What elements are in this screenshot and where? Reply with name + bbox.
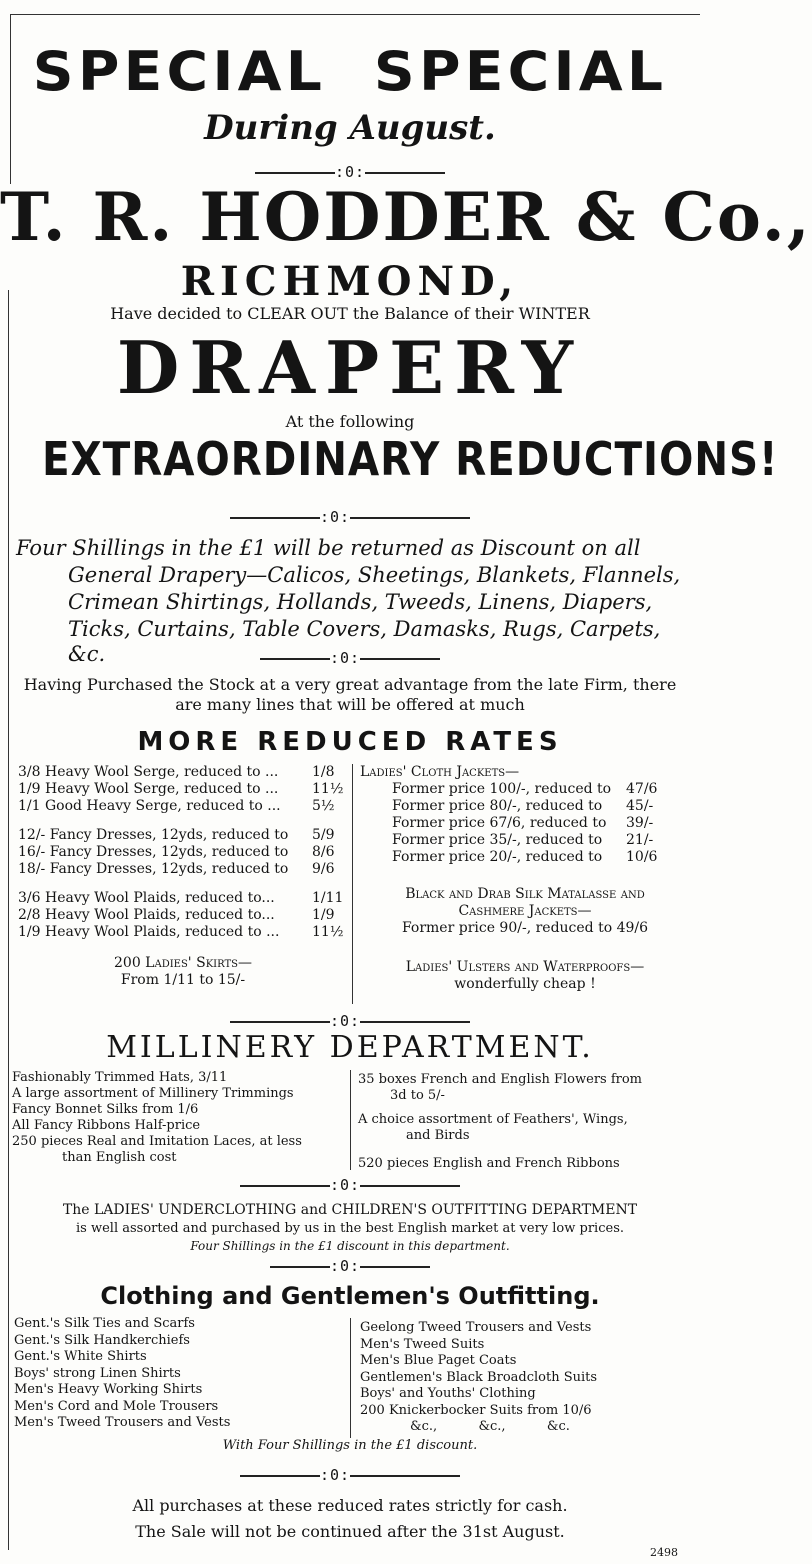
millinery-item: A choice assortment of Feathers', Wings, bbox=[358, 1112, 628, 1127]
silk-line-1: Black and Drab Silk Matalasse and bbox=[405, 886, 645, 902]
jacket-row: Former price 20/-, reduced to 10/6 bbox=[392, 849, 658, 865]
clothing-item: Gent.'s White Shirts bbox=[14, 1349, 147, 1364]
clothing-item: Boys' and Youths' Clothing bbox=[360, 1386, 536, 1401]
underclothing-line-3: Four Shillings in the £1 discount in this department. bbox=[190, 1239, 510, 1253]
underclothing-line-2: is well assorted and purchased by us in the best English market at very low prices. bbox=[76, 1221, 624, 1236]
jacket-row: Former price 100/-, reduced to 47/6 bbox=[392, 781, 658, 797]
silk-line-3: Former price 90/-, reduced to 49/6 bbox=[401, 920, 649, 936]
clothing-item: Men's Heavy Working Shirts bbox=[14, 1382, 203, 1397]
millinery-item: Fashionably Trimmed Hats, 3/11 bbox=[12, 1070, 228, 1085]
jacket-row: Former price 80/-, reduced to 45/- bbox=[392, 798, 654, 814]
column-divider-2 bbox=[350, 1070, 351, 1170]
jackets-title: Ladies' Cloth Jackets— bbox=[360, 764, 520, 780]
price-row: 3/6 Heavy Wool Plaids, reduced to... 1/11 bbox=[18, 890, 344, 906]
millinery-item: 250 pieces Real and Imitation Laces, at less bbox=[12, 1134, 302, 1149]
ulsters-line-1: Ladies' Ulsters and Waterproofs— bbox=[405, 959, 645, 975]
column-divider-3 bbox=[350, 1318, 351, 1438]
underclothing-line-1: The LADIES' UNDERCLOTHING and CHILDREN'S OUTFITTING DEPARTMENT bbox=[62, 1202, 638, 1218]
right-price-column bbox=[360, 764, 690, 993]
clothing-item: Gentlemen's Black Broadcloth Suits bbox=[360, 1369, 598, 1385]
clothing-title: Clothing and Gentlemen's Outfitting. bbox=[100, 1282, 600, 1310]
jacket-row: Former price 35/-, reduced to 21/- bbox=[392, 832, 654, 848]
price-row: 1/9 Heavy Wool Serge, reduced to ... 11½ bbox=[18, 781, 344, 797]
price-row: 18/- Fancy Dresses, 12yds, reduced to 9/6 bbox=[18, 861, 335, 877]
ad-number: 2498 bbox=[650, 1546, 678, 1559]
reductions-heading: EXTRAORDINARY REDUCTIONS! bbox=[42, 432, 779, 486]
more-reduced-rates: MORE REDUCED RATES bbox=[137, 727, 563, 757]
left-price-column bbox=[18, 764, 358, 989]
separator-5: :0: bbox=[0, 1176, 700, 1194]
cash-line: All purchases at these reduced rates strictly for cash. bbox=[132, 1496, 568, 1515]
clothing-item: Men's Cord and Mole Trousers bbox=[14, 1398, 219, 1414]
ulsters-line-2: wonderfully cheap ! bbox=[454, 976, 596, 992]
plaids-group bbox=[18, 890, 358, 941]
clothing-left bbox=[14, 1316, 344, 1432]
special-left: SPECIAL bbox=[32, 40, 327, 103]
clothing-item: &c., &c., &c. bbox=[410, 1419, 570, 1434]
clothing-item: Men's Tweed Trousers and Vests bbox=[14, 1415, 231, 1430]
jackets-list bbox=[360, 781, 690, 866]
separator-6: :0: bbox=[0, 1257, 700, 1275]
millinery-item: and Birds bbox=[406, 1128, 470, 1143]
separator-7: :0: bbox=[0, 1466, 700, 1484]
purchase-line-2: are many lines that will be offered at much bbox=[175, 695, 525, 714]
left-border-lower bbox=[8, 290, 9, 1550]
separator-3: :0: bbox=[0, 649, 700, 667]
jacket-row: Former price 67/6, reduced to 39/- bbox=[392, 815, 654, 831]
skirts-line-2: From 1/11 to 15/- bbox=[120, 972, 246, 988]
millinery-item: 35 boxes French and English Flowers from bbox=[358, 1072, 643, 1087]
clothing-item: Boys' strong Linen Shirts bbox=[14, 1365, 181, 1381]
millinery-item: All Fancy Ribbons Half-price bbox=[12, 1118, 201, 1133]
discount-line-2: General Drapery—Calicos, Sheetings, Blankets, Flannels, bbox=[68, 563, 681, 587]
skirts-line-1: 200 Ladies' Skirts— bbox=[114, 955, 252, 971]
firm-name: T. R. HODDER & Co., bbox=[0, 178, 812, 256]
purchase-line-1: Having Purchased the Stock at a very great advantage from the late Firm, there bbox=[23, 675, 677, 694]
millinery-right bbox=[358, 1072, 698, 1172]
discount-line-3: Crimean Shirtings, Hollands, Tweeds, Linens, Diapers, bbox=[68, 590, 653, 614]
price-row: 3/8 Heavy Wool Serge, reduced to ... 1/8 bbox=[18, 764, 335, 780]
millinery-title: MILLINERY DEPARTMENT. bbox=[106, 1030, 594, 1065]
discount-line-4: Ticks, Curtains, Table Covers, Damasks, Rugs, Carpets, &c. bbox=[68, 617, 661, 666]
price-row: 12/- Fancy Dresses, 12yds, reduced to 5/9 bbox=[18, 827, 335, 843]
millinery-item: Fancy Bonnet Silks from 1/6 bbox=[12, 1102, 199, 1117]
separator-4: :0: bbox=[0, 1012, 700, 1030]
millinery-item: A large assortment of Millinery Trimmings bbox=[12, 1086, 294, 1101]
silk-line-2: Cashmere Jackets— bbox=[458, 903, 592, 919]
drapery-heading: DRAPERY bbox=[116, 325, 584, 410]
price-row: 2/8 Heavy Wool Plaids, reduced to... 1/9 bbox=[18, 907, 335, 923]
clothing-item: Men's Blue Paget Coats bbox=[360, 1353, 517, 1368]
price-row: 16/- Fancy Dresses, 12yds, reduced to 8/6 bbox=[18, 844, 335, 860]
millinery-item: 520 pieces English and French Ribbons bbox=[358, 1156, 620, 1171]
price-row: 1/9 Heavy Wool Plaids, reduced to ... 11½ bbox=[18, 924, 344, 940]
clothing-item: Gent.'s Silk Handkerchiefs bbox=[14, 1332, 190, 1348]
special-heading bbox=[0, 40, 718, 103]
millinery-item: 3d to 5/- bbox=[390, 1088, 445, 1103]
discount-line-1: Four Shillings in the £1 will be returned as Discount on all bbox=[16, 536, 641, 560]
dresses-group bbox=[18, 827, 358, 878]
separator-1: :0: bbox=[0, 163, 700, 181]
clothing-right bbox=[360, 1320, 690, 1436]
price-row: 1/1 Good Heavy Serge, reduced to ... 5½ bbox=[18, 798, 335, 814]
millinery-left bbox=[12, 1070, 352, 1166]
top-border bbox=[10, 14, 700, 15]
clothing-item: 200 Knickerbocker Suits from 10/6 bbox=[360, 1402, 592, 1418]
decided-line: Have decided to CLEAR OUT the Balance of their WINTER bbox=[110, 304, 590, 323]
separator-2: :0: bbox=[0, 508, 700, 526]
clothing-item: Geelong Tweed Trousers and Vests bbox=[360, 1320, 592, 1335]
clothing-item: Men's Tweed Suits bbox=[360, 1336, 485, 1352]
following-line: At the following bbox=[285, 412, 415, 431]
sale-line: The Sale will not be continued after the 31st August. bbox=[135, 1522, 565, 1541]
special-right: SPECIAL bbox=[373, 40, 668, 103]
clothing-item: Gent.'s Silk Ties and Scarfs bbox=[14, 1316, 195, 1331]
clothing-discount: With Four Shillings in the £1 discount. bbox=[222, 1438, 478, 1453]
millinery-item: than English cost bbox=[62, 1150, 177, 1165]
during-august: During August. bbox=[204, 108, 496, 148]
column-divider-1 bbox=[352, 764, 353, 1004]
town-name: RICHMOND, bbox=[180, 258, 520, 305]
serge-group bbox=[18, 764, 358, 815]
